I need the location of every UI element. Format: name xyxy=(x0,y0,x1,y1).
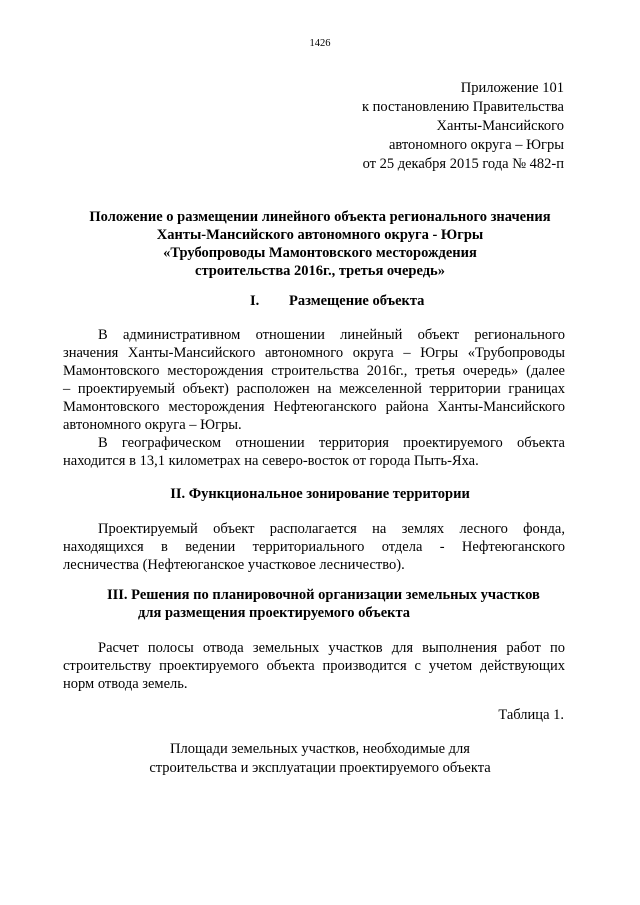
paragraph-line: В административном отношении линейный объект регионального xyxy=(98,327,565,343)
paragraph-line: Расчет полосы отвода земельных участков для выполнения работ по xyxy=(98,640,565,656)
section-1-number: I. xyxy=(250,293,260,309)
section-3-paragraph-1 xyxy=(63,639,565,693)
title-line: Положение о размещении линейного объекта регионального значения xyxy=(89,209,551,225)
paragraph-line: Проектируемый объект располагается на землях лесного фонда, xyxy=(98,521,565,537)
appendix-block xyxy=(264,79,564,174)
title-line: «Трубопроводы Мамонтовского месторождения xyxy=(163,245,477,261)
section-3-heading-line: для размещения проектируемого объекта xyxy=(138,605,411,621)
paragraph-line: находящихся в ведении территориального отдела - Нефтеюганского xyxy=(63,539,565,555)
section-2-heading: II. Функциональное зонирование территории xyxy=(170,486,470,502)
paragraph-line: значения Ханты-Мансийского автономного округа – Югры «Трубопроводы xyxy=(63,345,565,361)
paragraph-line: строительству проектируемого объекта производится с учетом действующих xyxy=(63,658,565,674)
appendix-line: Приложение 101 xyxy=(460,80,564,96)
section-3-heading-line: III. Решения по планировочной организации земельных участков xyxy=(107,587,540,603)
appendix-line: к постановлению Правительства xyxy=(362,99,564,115)
title-line: Ханты-Мансийского автономного округа - Югры xyxy=(156,227,484,243)
paragraph-line: лесничества (Нефтеюганское участковое лесничество). xyxy=(63,557,405,573)
section-1-title: Размещение объекта xyxy=(289,293,425,309)
paragraph-line: Мамонтовского месторождения Нефтеюганского района Ханты-Мансийского xyxy=(63,399,565,415)
paragraph-line: норм отвода земель. xyxy=(63,676,188,692)
paragraph-line: В географическом отношении территория проектируемого объекта xyxy=(98,435,565,451)
table-caption xyxy=(40,740,600,778)
caption-line: строительства и эксплуатации проектируемого объекта xyxy=(149,760,491,776)
section-3-heading xyxy=(107,586,587,622)
appendix-line: от 25 декабря 2015 года № 482-п xyxy=(362,156,564,172)
appendix-line: автономного округа – Югры xyxy=(388,137,564,153)
section-2-paragraph-1 xyxy=(63,520,565,574)
caption-line: Площади земельных участков, необходимые для xyxy=(170,741,470,757)
page-number: 1426 xyxy=(309,38,331,49)
title-line: строительства 2016г., третья очередь» xyxy=(195,263,445,279)
paragraph-line: находится в 13,1 километрах на северо-восток от города Пыть-Яха. xyxy=(63,453,479,469)
appendix-line: Ханты-Мансийского xyxy=(436,118,564,134)
table-label: Таблица 1. xyxy=(498,707,564,723)
paragraph-line: – проектируемый объект) расположен на межселенной территории границах xyxy=(63,381,565,397)
paragraph-line: автономного округа – Югры. xyxy=(63,417,242,433)
paragraph-line: Мамонтовского месторождения строительства 2016г., третья очередь» (далее xyxy=(63,363,565,379)
section-1-paragraph-2 xyxy=(63,434,565,470)
document-title xyxy=(40,208,600,280)
section-1-paragraph-1 xyxy=(63,326,565,434)
